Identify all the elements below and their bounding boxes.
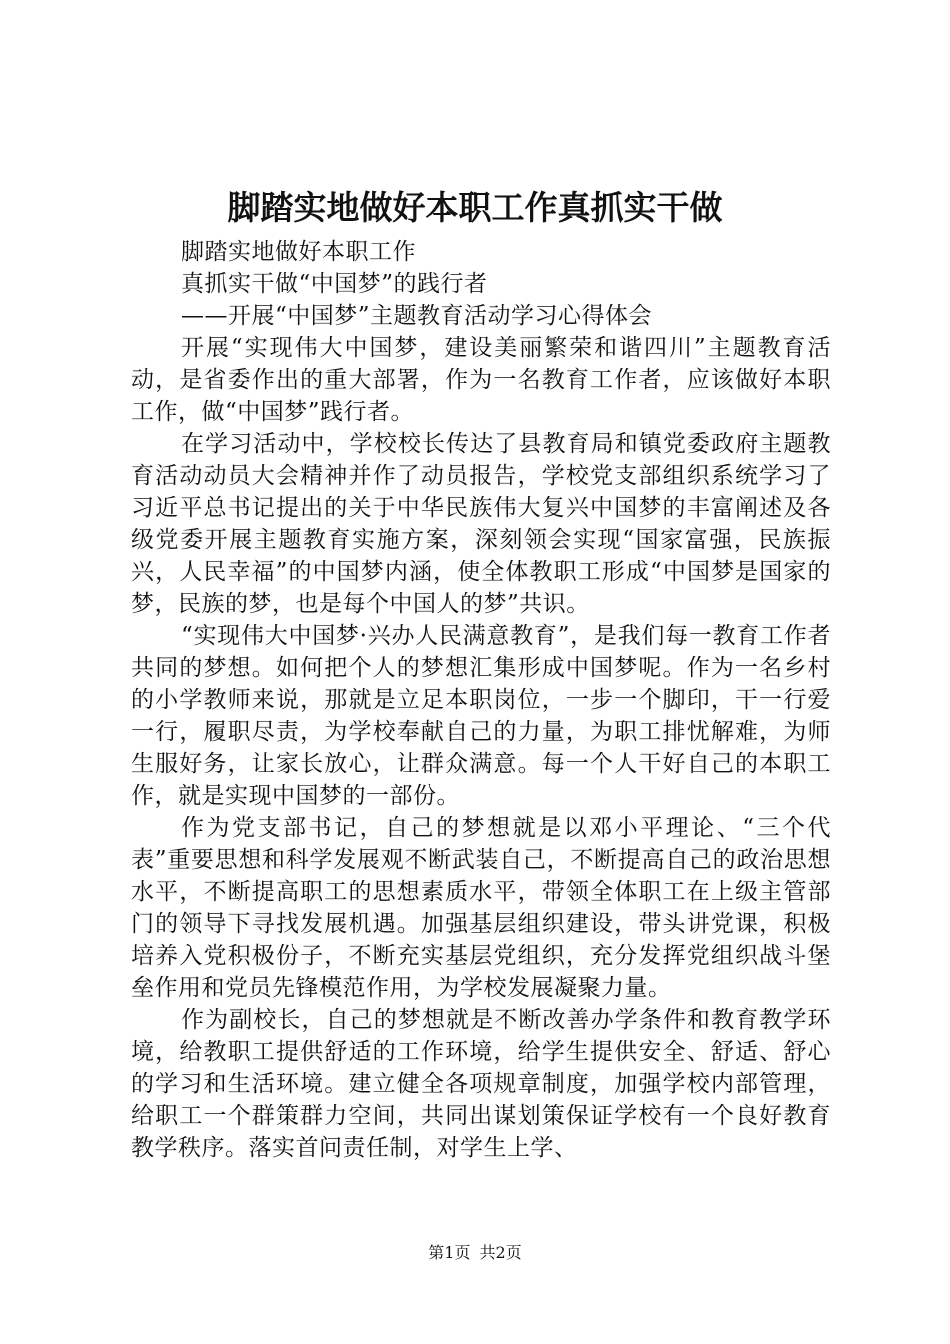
document-body	[131, 236, 831, 1164]
document-title: 脚踏实地做好本职工作真抓实干做	[227, 188, 723, 227]
paragraph: “实现伟大中国梦·兴办人民满意教育”，是我们每一教育工作者共同的梦想。如何把个人的梦想汇集形成中国梦呢。作为一名乡村的小学教师来说，那就是立足本职岗位，一步一个脚印，干一行爱一行，履职尽责，为学校奉献自己的力量，为职工排忧解难，为师生服好务，让家长放心，让群众满意。每一个人干好自己的本职工作，就是实现中国梦的一部份。	[131, 623, 831, 809]
subtitle-line-2: 真抓实干做“中国梦”的践行者	[181, 271, 488, 297]
subtitle-line-3: ——开展“中国梦”主题教育活动学习心得体会	[181, 303, 653, 329]
paragraph: 作为党支部书记，自己的梦想就是以邓小平理论、“三个代表”重要思想和科学发展观不断武装自己，不断提高自己的政治思想水平，不断提高职工的思想素质水平，带领全体职工在上级主管部门的领导下寻找发展机遇。加强基层组织建设，带头讲党课，积极培养入党积极份子，不断充实基层党组织，充分发挥党组织战斗堡垒作用和党员先锋模范作用，为学校发展凝聚力量。	[131, 815, 831, 1001]
paragraph: 作为副校长，自己的梦想就是不断改善办学条件和教育教学环境，给教职工提供舒适的工作环境，给学生提供安全、舒适、舒心的学习和生活环境。建立健全各项规章制度，加强学校内部管理，给职工一个群策群力空间，共同出谋划策保证学校有一个良好教育教学秩序。落实首问责任制，对学生上学、	[131, 1007, 831, 1161]
paragraph: 在学习活动中，学校校长传达了县教育局和镇党委政府主题教育活动动员大会精神并作了动员报告，学校党支部组织系统学习了习近平总书记提出的关于中华民族伟大复兴中国梦的丰富阐述及各级党委开展主题教育实施方案，深刻领会实现“国家富强，民族振兴，人民幸福”的中国梦内涵，使全体教职工形成“中国梦是国家的梦，民族的梦，也是每个中国人的梦”共识。	[131, 431, 831, 617]
paragraph: 开展“实现伟大中国梦，建设美丽繁荣和谐四川”主题教育活动，是省委作出的重大部署，作为一名教育工作者，应该做好本职工作，做“中国梦”践行者。	[131, 335, 831, 425]
subtitle-line-1: 脚踏实地做好本职工作	[181, 239, 416, 265]
page-footer	[0, 1242, 950, 1264]
page-total: 共2页	[479, 1243, 522, 1262]
page-number: 第1页	[428, 1243, 471, 1262]
